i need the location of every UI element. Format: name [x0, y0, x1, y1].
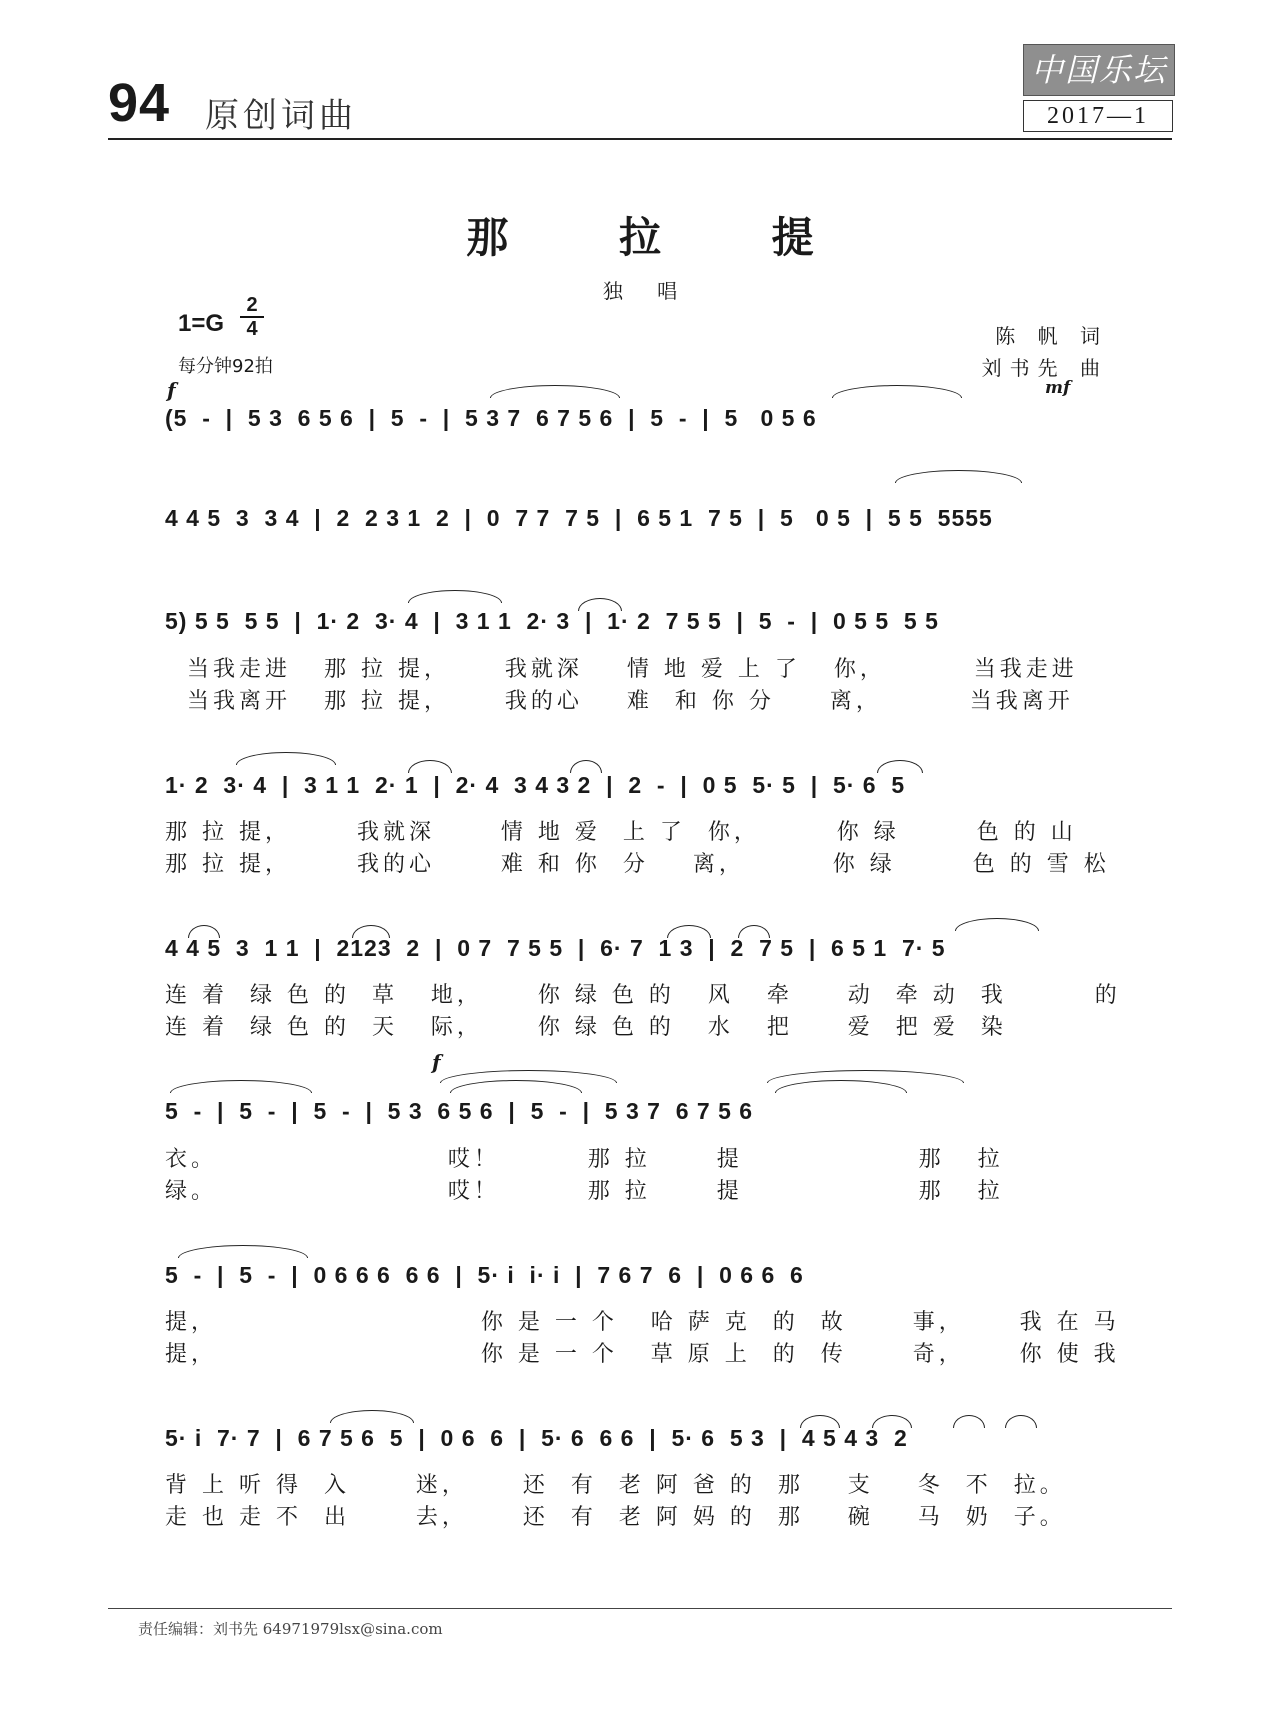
key-signature: 1=G	[178, 310, 225, 337]
time-signature-top: 2	[246, 294, 258, 316]
dynamic-mezzo-forte: mf	[1045, 378, 1071, 398]
notation-line: (5 - | 5 3 6 5 6 | 5 - | 5 3 7 6 7 5 6 | 5 - | 5 0 5 6	[165, 405, 817, 431]
score-row-3	[165, 608, 1120, 648]
footer-divider	[108, 1608, 1172, 1609]
time-signature	[240, 295, 264, 339]
section-title: 原创词曲	[205, 96, 357, 136]
lyrics-verse-1: 衣。 哎！ 那 拉 提 那 拉	[165, 1147, 1004, 1172]
dynamic-forte-2: f	[432, 1050, 441, 1074]
page-number: 94	[108, 73, 171, 133]
song-subtitle: 独 唱	[602, 279, 692, 303]
notation-line: 5 - | 5 - | 5 - | 5 3 6 5 6 | 5 - | 5 3 7 6 7 5 6	[165, 1098, 754, 1124]
composer-credit: 刘书先 曲	[981, 356, 1108, 380]
lyricist-credit: 陈 帆 词	[995, 324, 1108, 348]
score-row-7	[165, 1262, 1120, 1302]
lyrics-verse-2: 那 拉 提， 我的心 难 和 你 分 离， 你 绿 色 的 雪 松	[165, 852, 1110, 877]
lyrics-verse-2: 当我离开 那 拉 提， 我的心 难 和 你 分 离， 当我离开	[165, 689, 1074, 714]
notation-line: 4 4 5 3 1 1 | 2123 2 | 0 7 7 5 5 | 6· 7 1 3 | 2 7 5 | 6 5 1 7· 5	[165, 935, 946, 961]
header-divider	[108, 138, 1172, 140]
lyrics-verse-2: 走 也 走 不 出 去， 还 有 老 阿 妈 的 那 碗 马 奶 子。	[165, 1505, 1066, 1530]
lyrics-verse-1: 当我走进 那 拉 提， 我就深 情 地 爱 上 了 你， 当我走进	[165, 657, 1078, 682]
score-row-5	[165, 935, 1120, 975]
tempo-marking: 每分钟92拍	[178, 356, 273, 377]
notation-line: 5) 5 5 5 5 | 1· 2 3· 4 | 3 1 1 2· 3 | 1· 2 7 5 5 | 5 - | 0 5 5 5 5	[165, 608, 939, 634]
score-row-1	[165, 405, 1120, 445]
editor-credit: 责任编辑：刘书先 64971979lsx@sina.com	[138, 1620, 443, 1638]
lyrics-verse-2: 绿。 哎！ 那 拉 提 那 拉	[165, 1179, 1004, 1204]
lyrics-verse-2: 连 着 绿 色 的 天 际， 你 绿 色 的 水 把 爱 把 爱 染	[165, 1015, 1007, 1040]
lyrics-verse-1: 那 拉 提， 我就深 情 地 爱 上 了 你， 你 绿 色 的 山	[165, 820, 1077, 845]
score-row-2	[165, 505, 1120, 545]
notation-line: 1· 2 3· 4 | 3 1 1 2· 1 | 2· 4 3 4 3 2 | 2 - | 0 5 5· 5 | 5· 6 5	[165, 772, 906, 798]
lyrics-verse-1: 背 上 听 得 入 迷， 还 有 老 阿 爸 的 那 支 冬 不 拉。	[165, 1473, 1066, 1498]
magazine-logo: 中国乐坛	[1023, 44, 1175, 96]
notation-line: 5 - | 5 - | 0 6 6 6 6 6 | 5· i i· i | 7 6 7 6 | 0 6 6 6	[165, 1262, 804, 1288]
score-row-4	[165, 772, 1120, 812]
lyrics-verse-2: 提， 你 是 一 个 草 原 上 的 传 奇， 你 使 我	[165, 1342, 1120, 1367]
notation-line: 5· i 7· 7 | 6 7 5 6 5 | 0 6 6 | 5· 6 6 6 | 5· 6 5 3 | 4 5 4 3 2	[165, 1425, 908, 1451]
score-row-8	[165, 1425, 1120, 1465]
song-title: 那 拉 提	[466, 213, 862, 262]
notation-line: 4 4 5 3 3 4 | 2 2 3 1 2 | 0 7 7 7 5 | 6 5 1 7 5 | 5 0 5 | 5 5 5555	[165, 505, 993, 531]
score-row-6	[165, 1098, 1120, 1138]
lyrics-verse-1: 连 着 绿 色 的 草 地， 你 绿 色 的 风 牵 动 牵 动 我 的	[165, 983, 1121, 1008]
issue-number: 2017—1	[1023, 100, 1173, 132]
lyrics-verse-1: 提， 你 是 一 个 哈 萨 克 的 故 事， 我 在 马	[165, 1310, 1120, 1335]
dynamic-forte-1: f	[167, 378, 176, 402]
time-signature-bottom: 4	[246, 318, 258, 340]
